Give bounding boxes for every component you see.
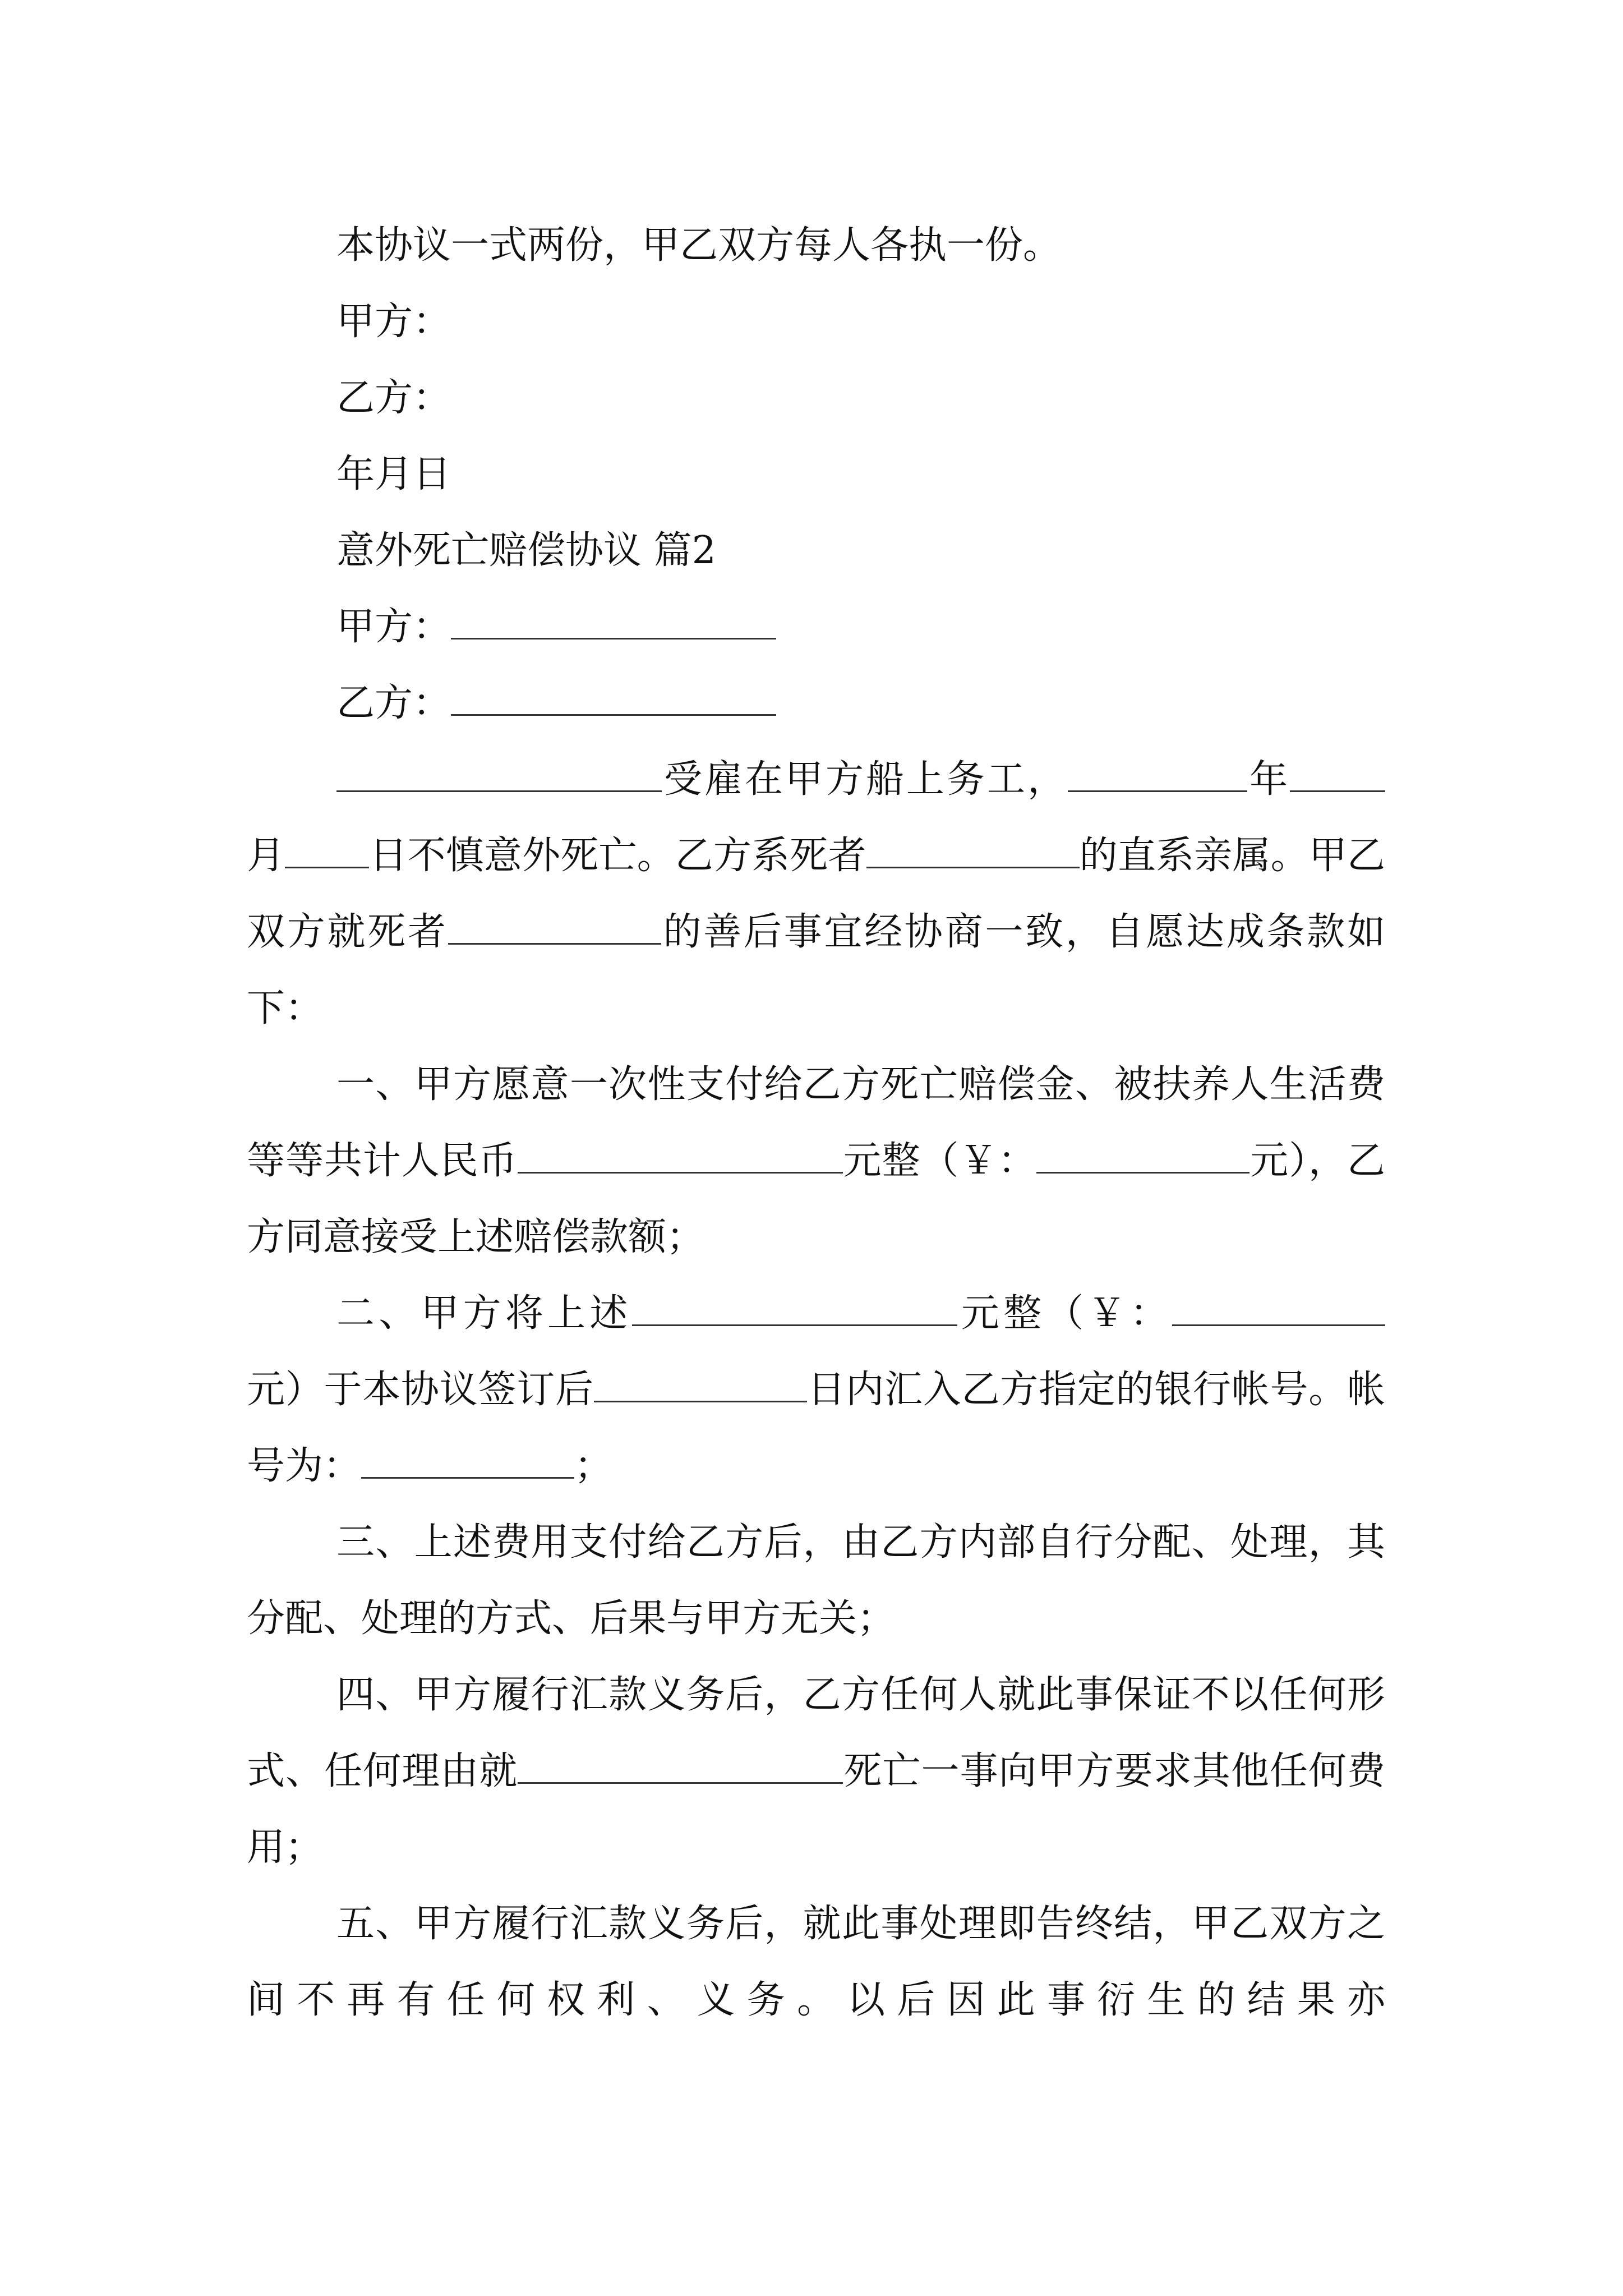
amount-figure-blank	[1036, 1136, 1249, 1174]
clause-4-text-1: 四、甲方履行汇款义务后，乙方任何人就此事保证不以任何形式、任何理由就	[247, 1673, 1385, 1793]
party-a-blank	[451, 602, 776, 639]
clause-1-text-3: 元），乙方同意接受上述赔偿款额；	[247, 1139, 1385, 1259]
party-b-blank	[451, 678, 776, 716]
clause-2-text-3: 元）于本协议签订后	[247, 1368, 594, 1412]
clause-5: 五、甲方履行汇款义务后，就此事处理即告终结，甲乙双方之间不再有任何权利、义务。以后因此事衍生的结果亦	[247, 1902, 1385, 2022]
intro-paragraph	[247, 742, 1385, 1047]
clause-1	[247, 1047, 1385, 1276]
year-blank	[1068, 754, 1247, 792]
clause-2-text-4: 日内汇入乙方指定的银行帐号。帐号为：	[247, 1368, 1385, 1488]
clause-2-text-2: 元整（￥：	[957, 1291, 1172, 1336]
party-b-line: 乙方：	[336, 376, 451, 420]
intro-text-2: 年	[1247, 757, 1290, 802]
copies-line: 本协议一式两份，甲乙双方每人各执一份。	[336, 223, 1062, 268]
clause-2-text-1: 二、甲方将上述	[336, 1291, 632, 1336]
intro-text-5: 的直系亲属。甲乙双方就死者	[247, 834, 1385, 954]
transfer-amount-blank	[632, 1289, 957, 1326]
agreement-text	[247, 208, 1385, 2039]
days-blank	[594, 1365, 807, 1402]
deceased-name-blank	[336, 754, 662, 792]
clause-3: 三、上述费用支付给乙方后，由乙方内部自行分配、处理，其分配、处理的方式、后果与甲方无关；	[247, 1520, 1385, 1641]
intro-text-1: 受雇在甲方船上务工，	[662, 757, 1068, 802]
clause-2	[247, 1276, 1385, 1504]
deceased-blank-3	[518, 1746, 843, 1784]
section-title: 意外死亡赔偿协议 篇2	[336, 528, 716, 573]
amount-blank	[518, 1136, 843, 1174]
day-blank	[285, 831, 369, 868]
intro-text-6: 的善后事宜经协商一致，自愿达成条款如下：	[247, 910, 1385, 1030]
party-a-line: 甲方：	[336, 300, 451, 344]
clause-1-text-1: 一、甲方愿意一次性支付给乙方死亡赔偿金、被扶养人生活费等等共计人民币	[247, 1062, 1385, 1183]
clause-4	[247, 1657, 1385, 1886]
party-b-signature-line	[247, 665, 1385, 742]
month-blank	[1290, 754, 1385, 792]
intro-text-3: 月	[247, 834, 285, 878]
deceased-blank-2	[448, 907, 661, 945]
party-b-label: 乙方：	[336, 681, 451, 725]
clause-1-text-2: 元整（￥：	[842, 1139, 1037, 1183]
clause-2-text-5: ；	[574, 1444, 613, 1488]
party-a-label: 甲方：	[336, 605, 451, 649]
party-a-signature-line	[247, 589, 1385, 665]
account-number-blank	[361, 1441, 574, 1479]
clause-4-text-2: 死亡一事向甲方要求其他任何费用；	[247, 1749, 1385, 1870]
deceased-blank-1	[866, 831, 1080, 868]
date-line: 年月日	[336, 452, 451, 496]
transfer-figure-blank	[1172, 1289, 1385, 1326]
intro-text-4: 日不慎意外死亡。乙方系死者	[369, 834, 866, 878]
